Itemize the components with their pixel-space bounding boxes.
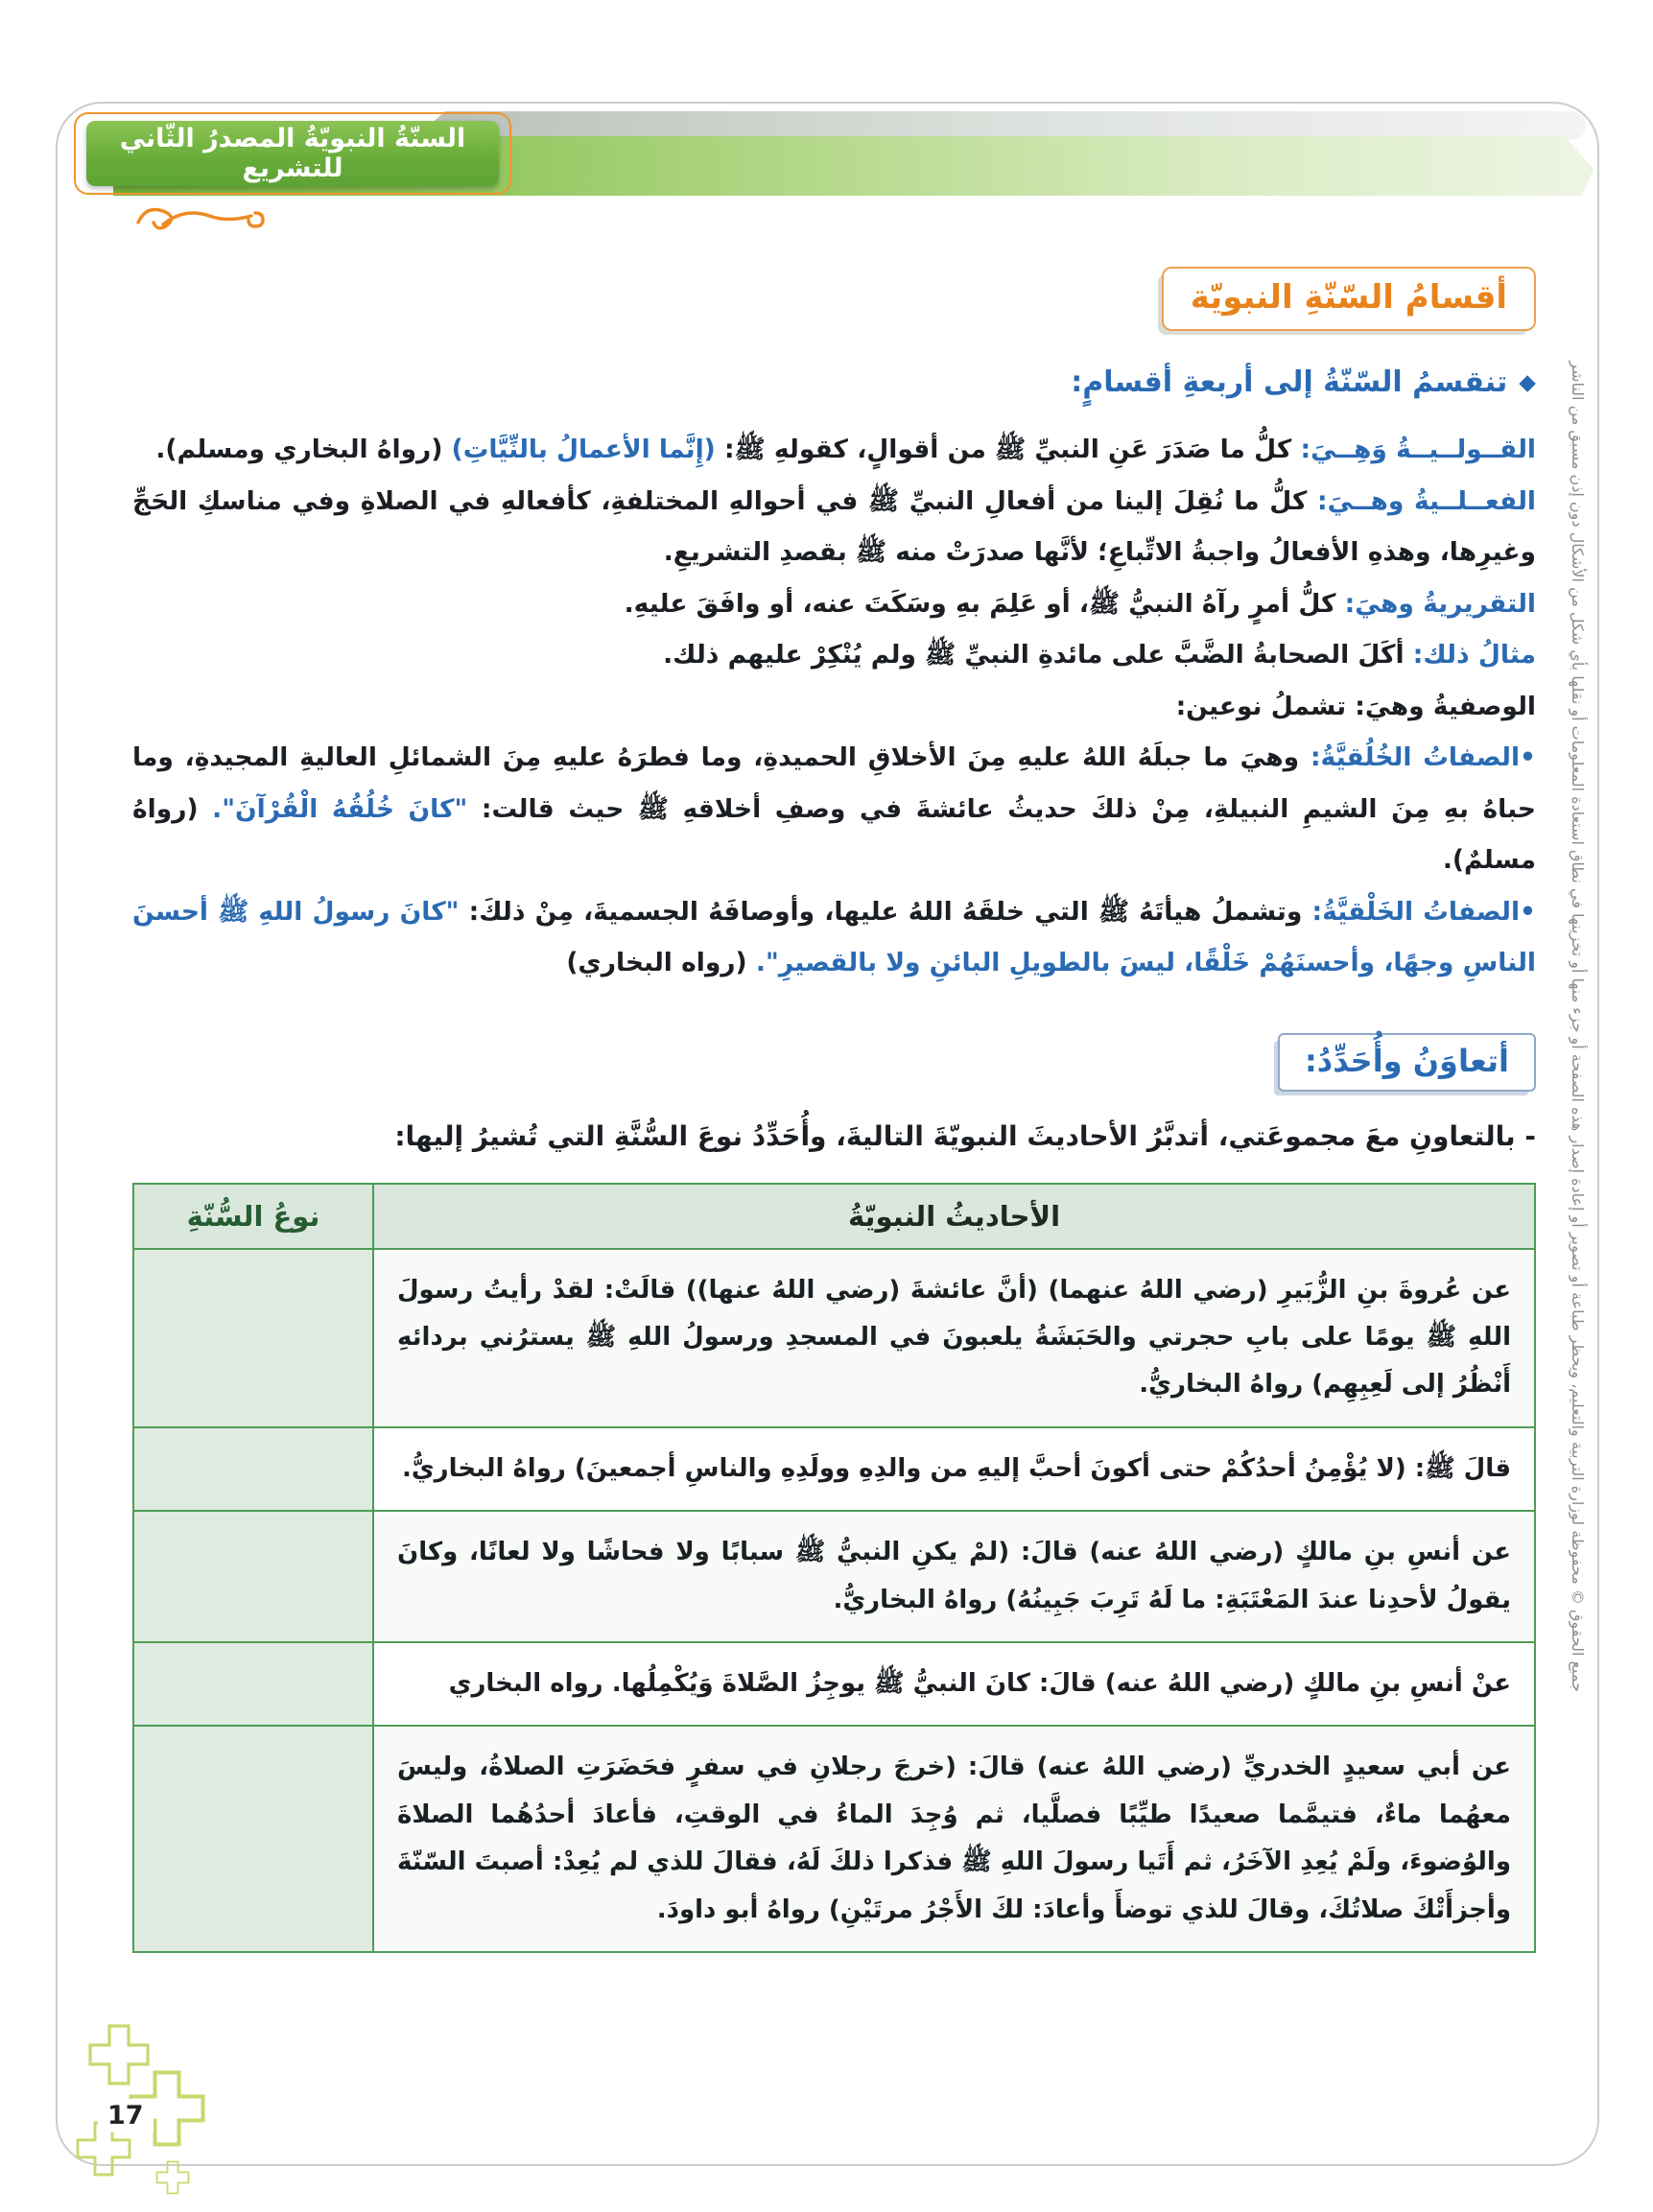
activity-instruction: - بالتعاونِ معَ مجموعَتي، أتدبَّرُ الأحاديثَ النبويّةَ التاليةَ، وأُحَدِّدُ نوعَ السُّنَّةِ التي تُشيرُ إليها: [394, 1119, 1536, 1152]
hadith-text: قالَ ﷺ: (لا يُؤْمِنُ أحدُكُمْ حتى أكونَ أحبَّ إليهِ من والدِهِ وولَدِهِ والناسِ أجمعينَ) رواهُ البخاريُّ. [373, 1427, 1535, 1511]
intro-line [132, 365, 1536, 399]
source-khuluqiya: (رواهُ مسلمٌ). [132, 793, 1536, 876]
paragraph-wasfiya [132, 681, 1536, 733]
paragraph-example [132, 629, 1536, 681]
activity-heading: أتعاوَنُ وأُحَدِّدُ: [1278, 1033, 1536, 1092]
source-qawliya: (رواهُ البخاري ومسلم). [155, 435, 452, 464]
text-wasfiya: الوصفيةُ وهيَ: تشملُ نوعين: [1175, 691, 1536, 721]
col-header-hadith: الأحاديثُ النبويّةُ [373, 1184, 1535, 1249]
lead-example: مثالُ ذلك: [1412, 640, 1536, 671]
text-filiya: كلُّ ما نُقِلَ إلينا من أفعالِ النبيِّ ﷺ في أحوالهِ المختلفةِ، كأفعالهِ في الصلاةِ وفي مناسكِ الحَجِّ وغيرِها، وهذهِ الأفعالُ واجبةُ الاتِّباعِ؛ لأنَّها صدرَتْ منه ﷺ بقصدِ التشريعِ. [132, 485, 1536, 568]
chapter-title: السنّةُ النبويّةُ المصدرُ الثّاني للتشريع [119, 124, 466, 183]
text-khuluqiya: وهيَ ما جبلَهُ اللهُ عليهِ مِنَ الأخلاقِ الحميدةِ، وما فطرَهُ عليهِ مِنَ الشمائلِ العاليةِ المجيدةِ، وما حباهُ بهِ مِنَ الشيمِ النبيلةِ، مِنْ ذلكَ حديثُ عائشةَ في وصفِ أخلاقهِ ﷺ حيث قالت: [132, 742, 1536, 824]
diamond-bullet-icon: ◆ [1519, 370, 1536, 395]
quote-khuluqiya: "كانَ خُلُقُهُ الْقُرْآنَ". [212, 793, 468, 824]
hadith-text: عن أنسِ بنِ مالكٍ (رضي اللهُ عنه) قالَ: (لمْ يكنِ النبيُّ ﷺ سبابًا ولا فحاشًا ولا لعانًا، وكانَ يقولُ لأحدِنا عندَ المَعْتَبَةِ: ما لَهُ تَرِبَ جَبِينُهُ) رواهُ البخاريُّ. [373, 1511, 1535, 1642]
text-qawliya: كلُّ ما صَدَرَ عَنِ النبيِّ ﷺ من أقوالٍ، كقولهِ ﷺ: [715, 435, 1301, 464]
type-answer-cell [133, 1249, 373, 1427]
lead-taqririya: التقريريةُ وهيَ: [1344, 588, 1536, 619]
copyright-vertical-text: جميع الحقوق © محفوظة لوزارة التربية والتعليم، ويحظر طباعة أو تصوير أو إعادة إصدار هذه الصفحة أو جزء منها أو تخزينها في نطاق استعادة المعلومات أو نقلها بأي شكل من الأشكال دون إذن مسبق من الناشر [1569, 361, 1587, 1692]
quote-qawliya: (إِنَّما الأعمالُ بالنِّيَّاتِ) [451, 435, 716, 464]
paragraph-khalqiya [132, 886, 1536, 989]
paragraph-taqririya [132, 578, 1536, 630]
table-row [133, 1642, 1535, 1726]
sunna-types-paragraphs [132, 424, 1536, 989]
hadith-text: عن أبي سعيدٍ الخدريِّ (رضي اللهُ عنه) قالَ: (خرجَ رجلانِ في سفرٍ فحَضَرَتِ الصلاةُ، وليسَ معهُما ماءٌ، فتيمَّما صعيدًا طيِّبًا فصلَّيا، ثم وُجِدَ الماءُ في الوقتِ، فأعادَ أحدُهُما الصلاةَ والوُضوءَ، ولَمْ يُعِدِ الآخَرُ، ثم أَتَيا رسولَ اللهِ ﷺ فذكرا ذلكَ لَهُ، فقالَ للذي لم يُعِدْ: أصبتَ السّنّةَ وأجزأَتْكَ صلاتُكَ، وقالَ للذي توضأَ وأعادَ: لكَ الأَجْرُ مرتَيْنِ) رواهُ أبو داودَ. [373, 1726, 1535, 1952]
table-row [133, 1511, 1535, 1642]
paragraph-qawliya [132, 424, 1536, 476]
page-number: 17 [98, 2099, 153, 2132]
header-band-gray [413, 111, 1586, 140]
text-khalqiya: وتشملُ هيأتَهُ ﷺ التي خلقَهُ اللهُ عليها، وأوصافَهُ الجسميةَ، مِنْ ذلكَ: [459, 896, 1312, 927]
type-answer-cell [133, 1726, 373, 1952]
lead-khalqiya: •الصفاتُ الخَلْقيَّةُ: [1311, 896, 1536, 927]
type-answer-cell [133, 1511, 373, 1642]
lead-filiya: الفعــلــيةُ وهــيَ: [1316, 485, 1536, 516]
paragraph-khuluqiya [132, 732, 1536, 886]
hadith-text: عنْ أنسِ بنِ مالكٍ (رضي اللهُ عنه) قالَ: كانَ النبيُّ ﷺ يوجِزُ الصَّلاةَ وَيُكْمِلُها. رواه البخاري [373, 1642, 1535, 1726]
lead-qawliya: القــولــيــةُ وَهِــيَ: [1300, 435, 1536, 464]
table-row [133, 1726, 1535, 1952]
table-row [133, 1249, 1535, 1427]
table-header-row [133, 1184, 1535, 1249]
type-answer-cell [133, 1642, 373, 1726]
hadith-text: عن عُروةَ بنِ الزُّبَيرِ (رضي اللهُ عنهما) (أنَّ عائشةَ (رضي اللهُ عنها)) قالَتْ: لقدْ رأيتُ رسولَ اللهِ ﷺ يومًا على بابِ حجرتي والحَبَشَةُ يلعبونَ في المسجدِ ورسولُ اللهِ ﷺ يسترُني بردائهِ أَنْظُرُ إلى لَعِبِهِم) رواهُ البخاريُّ. [373, 1249, 1535, 1427]
lead-khuluqiya: •الصفاتُ الخُلُقيَّةُ: [1310, 742, 1536, 773]
type-answer-cell [133, 1427, 373, 1511]
chapter-title-badge [86, 121, 499, 186]
text-example: أكَلَ الصحابةُ الضَّبَّ على مائدةِ النبيِّ ﷺ ولم يُنْكِرْ عليهم ذلك. [663, 640, 1413, 671]
source-khalqiya: (رواه البخاري) [566, 948, 756, 978]
quote-khalqiya: "كانَ رسولُ اللهِ ﷺ أحسنَ الناسِ وجهًا، وأحسنَهُمْ خَلْقًا، ليسَ بالطويلِ البائنِ ولا بالقصيرِ". [132, 896, 1536, 978]
text-taqririya: كلُّ أمرٍ رآهُ النبيُّ ﷺ، أو عَلِمَ بهِ وسَكَتَ عنه، أو وافَقَ عليهِ. [624, 588, 1345, 619]
col-header-type: نوعُ السُّنّةِ [133, 1184, 373, 1249]
section-heading: أقسامُ السّنّةِ النبويّة [1162, 267, 1536, 331]
table-row [133, 1427, 1535, 1511]
paragraph-filiya [132, 476, 1536, 578]
hadith-table [132, 1183, 1536, 1953]
main-content [132, 267, 1536, 1953]
intro-text: تنقسمُ السّنّةُ إلى أربعةِ أقسامٍ: [1071, 365, 1508, 399]
ornament-swirl-icon [132, 198, 267, 242]
